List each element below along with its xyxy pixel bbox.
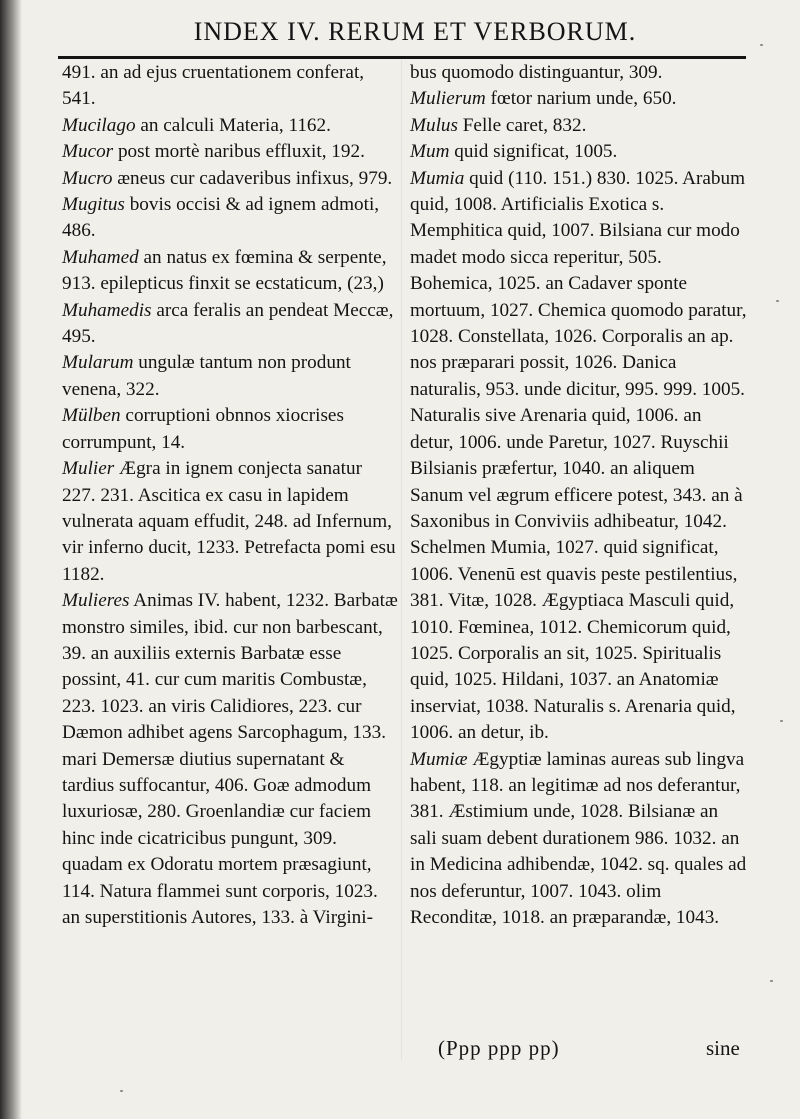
index-entry: Mularum ungulæ tantum non produnt venena, 322.	[62, 352, 351, 400]
index-entry: Mülben corruptioni obnnos xiocrises corrumpunt, 14.	[62, 405, 344, 453]
index-entry: Mumia quid (110. 151.) 830. 1025. Arabum quid, 1008. Artificialis Exotica s. Memphitica quid, 1007. Bilsiana cur modo madet modo sicca reperitur, 505. Bohemica, 1025. an Cadaver sponte mortuum, 1027. Chemica quomodo paratur, 1028. Constellata, 1026. Corporalis an ap. nos præparari possit, 1026. Danica naturalis, 953. unde dicitur, 995. 999. 1005. Naturalis sive Arenaria quid, 1006. an detur, 1006. unde Paretur, 1027. Ruyschii Bilsianis præfertur, 1040. an aliquem Sanum vel ægrum efficere potest, 343. an à Saxonibus in Conviviis adhibeatur, 1042. Schelmen Mumia, 1027. quid significat, 1006. Venenū est quavis peste pestilentius, 381. Vitæ, 1028. Ægyptiaca Masculi quid, 1010. Fœminea, 1012. Chemicorum quid, 1025. Corporalis an sit, 1025. Spiritualis quid, 1025. Hildani, 1037. an Anatomiæ inserviat, 1038. Naturalis s. Arenaria quid, 1006. an detur, ib.	[410, 167, 747, 744]
paper-fleck	[120, 1090, 123, 1092]
index-entry: Mum quid significat, 1005.	[410, 141, 618, 163]
paper-fleck	[770, 980, 773, 982]
header-rule	[58, 56, 746, 59]
left-column	[62, 60, 398, 931]
index-entry: Mulieres Animas IV. habent, 1232. Barbatæ monstro similes, ibid. cur non barbescant, 39. an auxiliis externis Barbatæ esse possint, 41. cur cum maritis Combustæ, 223. 1023. an viris Calidiores, 223. cur Dæmon adhibet agens Sarcophagum, 133. mari Demersæ diutius supernatant & tardius suffocantur, 406. Goæ admodum luxuriosæ, 280. Groenlandiæ cur faciem hinc inde cicatricibus pungunt, 309. quadam ex Odoratu mortem præsagiunt, 114. Natura flammei sunt corporis, 1023. an superstitionis Autores, 133. à Virgini-	[62, 590, 398, 928]
paper-fleck	[776, 300, 779, 302]
signature-mark: (Ppp ppp pp)	[438, 1036, 560, 1060]
right-column	[410, 60, 748, 931]
index-entry: Mumiæ Ægyptiæ laminas aureas sub lingva habent, 118. an legitimæ ad nos deferantur, 381. Æstimium unde, 1028. Bilsianæ an sali suam debent durationem 986. 1032. an in Medicina adhibendæ, 1042. sq. quales ad nos deferuntur, 1007. 1043. olim Reconditæ, 1018. an præparandæ, 1043.	[410, 748, 747, 928]
paper-fleck	[780, 720, 783, 722]
index-entry: Mulier Ægra in ignem conjecta sanatur 227. 231. Ascitica ex casu in lapidem vulnerata aquam effudit, 248. ad Infernum, vir inferno ducit, 1233. Petrefacta pomi esu 1182.	[62, 458, 396, 585]
index-entry: Mucilago an calculi Materia, 1162.	[62, 114, 331, 136]
index-entry: Mugitus bovis occisi & ad ignem admoti, 486.	[62, 194, 380, 242]
index-entry: Muhamed an natus ex fœmina & serpente, 913. epilepticus finxit se ecstaticum, (23,)	[62, 246, 387, 295]
page-gutter-shadow	[0, 0, 22, 1119]
index-entry: Mucor post mortè naribus effluxit, 192.	[62, 141, 365, 163]
column-divider	[401, 60, 402, 1060]
page-header: INDEX IV. RERUM ET VERBORUM.	[193, 17, 637, 46]
catchword: sine	[706, 1036, 740, 1060]
index-entry: Mucro æneus cur cadaveribus infixus, 979.	[62, 167, 393, 189]
paper-fleck	[760, 44, 763, 46]
index-entry: bus quomodo distinguantur, 309.	[410, 62, 663, 83]
index-entry: 491. an ad ejus cruentationem conferat, 541.	[62, 62, 365, 110]
index-entry: Mulierum fœtor narium unde, 650.	[410, 88, 677, 110]
index-entry: Mulus Felle caret, 832.	[410, 114, 587, 136]
index-entry: Muhamedis arca feralis an pendeat Meccæ, 495.	[62, 299, 394, 348]
